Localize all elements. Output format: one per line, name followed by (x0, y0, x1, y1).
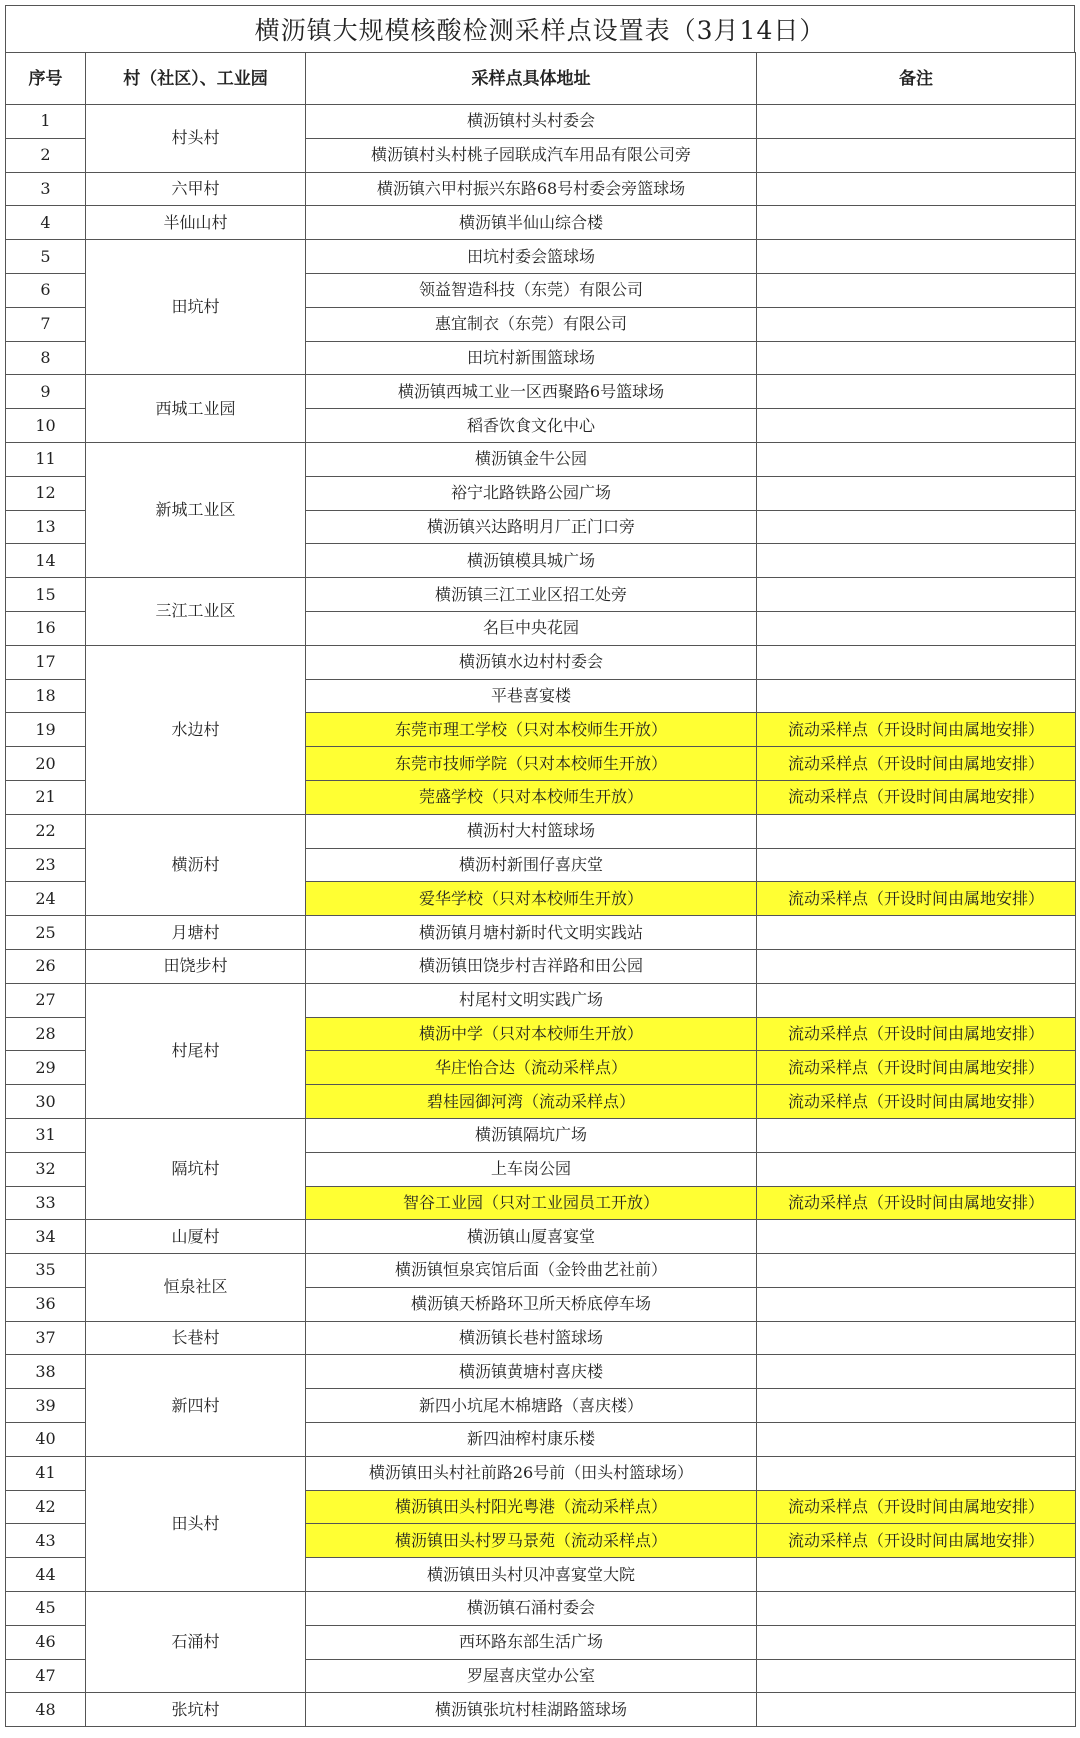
village-cell: 三江工业区 (86, 578, 306, 646)
row-index: 3 (6, 172, 86, 206)
table-row (6, 814, 1076, 848)
address-cell: 惠宜制衣（东莞）有限公司 (306, 307, 757, 341)
row-index: 22 (6, 814, 86, 848)
table-row (6, 1355, 1076, 1389)
village-cell: 田饶步村 (86, 949, 306, 983)
village-cell: 半仙山村 (86, 206, 306, 240)
address-cell: 横沥镇恒泉宾馆后面（金铃曲艺社前） (306, 1254, 757, 1288)
address-cell: 横沥镇水边村村委会 (306, 645, 757, 679)
row-index: 23 (6, 848, 86, 882)
village-cell: 山厦村 (86, 1220, 306, 1254)
note-cell (757, 240, 1076, 274)
table-row (6, 105, 1076, 139)
village-cell: 横沥村 (86, 814, 306, 915)
note-cell (757, 1693, 1076, 1727)
row-index: 17 (6, 645, 86, 679)
address-cell: 横沥镇村头村桃子园联成汽车用品有限公司旁 (306, 138, 757, 172)
address-cell: 横沥镇山厦喜宴堂 (306, 1220, 757, 1254)
note-cell: 流动采样点（开设时间由属地安排） (757, 1051, 1076, 1085)
address-cell: 横沥镇模具城广场 (306, 544, 757, 578)
note-cell (757, 679, 1076, 713)
address-cell: 东莞市理工学校（只对本校师生开放） (306, 713, 757, 747)
address-cell: 横沥镇石涌村委会 (306, 1592, 757, 1626)
address-cell: 横沥镇隔坑广场 (306, 1118, 757, 1152)
row-index: 39 (6, 1389, 86, 1423)
table-body (6, 105, 1076, 1727)
note-cell (757, 138, 1076, 172)
row-index: 20 (6, 747, 86, 781)
note-cell (757, 1456, 1076, 1490)
address-cell: 横沥中学（只对本校师生开放） (306, 1017, 757, 1051)
row-index: 13 (6, 510, 86, 544)
address-cell: 横沥镇半仙山综合楼 (306, 206, 757, 240)
note-cell: 流动采样点（开设时间由属地安排） (757, 713, 1076, 747)
address-cell: 横沥镇天桥路环卫所天桥底停车场 (306, 1287, 757, 1321)
row-index: 25 (6, 916, 86, 950)
note-cell (757, 814, 1076, 848)
note-cell (757, 1287, 1076, 1321)
address-cell: 横沥村大村篮球场 (306, 814, 757, 848)
note-cell (757, 1558, 1076, 1592)
address-cell: 碧桂园御河湾（流动采样点） (306, 1085, 757, 1119)
note-cell (757, 916, 1076, 950)
note-cell: 流动采样点（开设时间由属地安排） (757, 1524, 1076, 1558)
row-index: 16 (6, 611, 86, 645)
note-cell (757, 307, 1076, 341)
note-cell (757, 409, 1076, 443)
note-cell (757, 1220, 1076, 1254)
row-index: 6 (6, 273, 86, 307)
row-index: 42 (6, 1490, 86, 1524)
address-cell: 智谷工业园（只对工业园员工开放） (306, 1186, 757, 1220)
address-cell: 横沥镇长巷村篮球场 (306, 1321, 757, 1355)
table-row (6, 172, 1076, 206)
row-index: 46 (6, 1625, 86, 1659)
table-title: 横沥镇大规模核酸检测采样点设置表（3月14日） (5, 5, 1075, 52)
table-row (6, 1118, 1076, 1152)
note-cell: 流动采样点（开设时间由属地安排） (757, 1186, 1076, 1220)
table-row (6, 578, 1076, 612)
row-index: 8 (6, 341, 86, 375)
note-cell (757, 544, 1076, 578)
row-index: 34 (6, 1220, 86, 1254)
row-index: 24 (6, 882, 86, 916)
table-row (6, 375, 1076, 409)
table-row (6, 240, 1076, 274)
village-cell: 田头村 (86, 1456, 306, 1591)
note-cell (757, 611, 1076, 645)
village-cell: 石涌村 (86, 1592, 306, 1693)
row-index: 30 (6, 1085, 86, 1119)
address-cell: 田坑村委会篮球场 (306, 240, 757, 274)
row-index: 32 (6, 1152, 86, 1186)
address-cell: 横沥镇田头村贝冲喜宴堂大院 (306, 1558, 757, 1592)
village-cell: 月塘村 (86, 916, 306, 950)
table-row (6, 983, 1076, 1017)
note-cell (757, 983, 1076, 1017)
address-cell: 西环路东部生活广场 (306, 1625, 757, 1659)
header-village: 村（社区）、工业园 (86, 53, 306, 105)
row-index: 18 (6, 679, 86, 713)
note-cell (757, 645, 1076, 679)
note-cell (757, 206, 1076, 240)
village-cell: 田坑村 (86, 240, 306, 375)
header-address: 采样点具体地址 (306, 53, 757, 105)
row-index: 21 (6, 780, 86, 814)
address-cell: 新四油榨村康乐楼 (306, 1423, 757, 1457)
header-index: 序号 (6, 53, 86, 105)
address-cell: 平巷喜宴楼 (306, 679, 757, 713)
table-row (6, 206, 1076, 240)
address-cell: 莞盛学校（只对本校师生开放） (306, 780, 757, 814)
address-cell: 横沥镇田头村罗马景苑（流动采样点） (306, 1524, 757, 1558)
address-cell: 横沥镇田头村社前路26号前（田头村篮球场） (306, 1456, 757, 1490)
village-cell: 恒泉社区 (86, 1254, 306, 1322)
note-cell (757, 1625, 1076, 1659)
note-cell (757, 273, 1076, 307)
address-cell: 新四小坑尾木棉塘路（喜庆楼） (306, 1389, 757, 1423)
address-cell: 横沥镇张坑村桂湖路篮球场 (306, 1693, 757, 1727)
address-cell: 横沥镇月塘村新时代文明实践站 (306, 916, 757, 950)
note-cell (757, 1389, 1076, 1423)
row-index: 48 (6, 1693, 86, 1727)
row-index: 4 (6, 206, 86, 240)
note-cell: 流动采样点（开设时间由属地安排） (757, 780, 1076, 814)
row-index: 19 (6, 713, 86, 747)
row-index: 35 (6, 1254, 86, 1288)
row-index: 45 (6, 1592, 86, 1626)
table-row (6, 1254, 1076, 1288)
note-cell (757, 105, 1076, 139)
row-index: 28 (6, 1017, 86, 1051)
address-cell: 横沥镇三江工业区招工处旁 (306, 578, 757, 612)
address-cell: 横沥镇村头村委会 (306, 105, 757, 139)
note-cell (757, 1659, 1076, 1693)
row-index: 33 (6, 1186, 86, 1220)
sampling-sites-table (5, 5, 1075, 1727)
row-index: 37 (6, 1321, 86, 1355)
row-index: 2 (6, 138, 86, 172)
row-index: 40 (6, 1423, 86, 1457)
row-index: 15 (6, 578, 86, 612)
row-index: 47 (6, 1659, 86, 1693)
address-cell: 横沥镇金牛公园 (306, 442, 757, 476)
note-cell (757, 442, 1076, 476)
address-cell: 上车岗公园 (306, 1152, 757, 1186)
header-note: 备注 (757, 53, 1076, 105)
address-cell: 爱华学校（只对本校师生开放） (306, 882, 757, 916)
row-index: 43 (6, 1524, 86, 1558)
row-index: 7 (6, 307, 86, 341)
address-cell: 名巨中央花园 (306, 611, 757, 645)
address-cell: 横沥镇田头村阳光粤港（流动采样点） (306, 1490, 757, 1524)
row-index: 36 (6, 1287, 86, 1321)
table-row (6, 645, 1076, 679)
table-row (6, 442, 1076, 476)
address-cell: 横沥镇兴达路明月厂正门口旁 (306, 510, 757, 544)
address-cell: 裕宁北路铁路公园广场 (306, 476, 757, 510)
note-cell (757, 1152, 1076, 1186)
note-cell (757, 1118, 1076, 1152)
row-index: 29 (6, 1051, 86, 1085)
note-cell (757, 949, 1076, 983)
address-cell: 华庄怡合达（流动采样点） (306, 1051, 757, 1085)
note-cell: 流动采样点（开设时间由属地安排） (757, 1490, 1076, 1524)
row-index: 41 (6, 1456, 86, 1490)
row-index: 31 (6, 1118, 86, 1152)
village-cell: 张坑村 (86, 1693, 306, 1727)
address-cell: 横沥镇黄塘村喜庆楼 (306, 1355, 757, 1389)
row-index: 14 (6, 544, 86, 578)
address-cell: 横沥镇六甲村振兴东路68号村委会旁篮球场 (306, 172, 757, 206)
note-cell (757, 1355, 1076, 1389)
note-cell (757, 510, 1076, 544)
village-cell: 隔坑村 (86, 1118, 306, 1219)
table-row (6, 949, 1076, 983)
address-cell: 稻香饮食文化中心 (306, 409, 757, 443)
note-cell: 流动采样点（开设时间由属地安排） (757, 1017, 1076, 1051)
note-cell: 流动采样点（开设时间由属地安排） (757, 1085, 1076, 1119)
row-index: 11 (6, 442, 86, 476)
note-cell (757, 172, 1076, 206)
table-row (6, 1321, 1076, 1355)
note-cell (757, 1592, 1076, 1626)
note-cell: 流动采样点（开设时间由属地安排） (757, 747, 1076, 781)
row-index: 1 (6, 105, 86, 139)
row-index: 38 (6, 1355, 86, 1389)
address-cell: 村尾村文明实践广场 (306, 983, 757, 1017)
note-cell (757, 375, 1076, 409)
village-cell: 村尾村 (86, 983, 306, 1118)
note-cell (757, 1254, 1076, 1288)
row-index: 26 (6, 949, 86, 983)
note-cell (757, 341, 1076, 375)
table-row (6, 1220, 1076, 1254)
note-cell: 流动采样点（开设时间由属地安排） (757, 882, 1076, 916)
row-index: 10 (6, 409, 86, 443)
address-cell: 横沥镇田饶步村吉祥路和田公园 (306, 949, 757, 983)
table-row (6, 916, 1076, 950)
note-cell (757, 476, 1076, 510)
data-table (5, 52, 1076, 1727)
table-row (6, 1592, 1076, 1626)
header-row (6, 53, 1076, 105)
note-cell (757, 1321, 1076, 1355)
address-cell: 东莞市技师学院（只对本校师生开放） (306, 747, 757, 781)
address-cell: 田坑村新围篮球场 (306, 341, 757, 375)
table-row (6, 1456, 1076, 1490)
village-cell: 新四村 (86, 1355, 306, 1456)
address-cell: 横沥村新围仔喜庆堂 (306, 848, 757, 882)
row-index: 9 (6, 375, 86, 409)
village-cell: 新城工业区 (86, 442, 306, 577)
row-index: 44 (6, 1558, 86, 1592)
row-index: 27 (6, 983, 86, 1017)
village-cell: 六甲村 (86, 172, 306, 206)
row-index: 5 (6, 240, 86, 274)
table-row (6, 1693, 1076, 1727)
row-index: 12 (6, 476, 86, 510)
note-cell (757, 1423, 1076, 1457)
note-cell (757, 578, 1076, 612)
village-cell: 村头村 (86, 105, 306, 173)
address-cell: 领益智造科技（东莞）有限公司 (306, 273, 757, 307)
village-cell: 西城工业园 (86, 375, 306, 443)
address-cell: 横沥镇西城工业一区西聚路6号篮球场 (306, 375, 757, 409)
note-cell (757, 848, 1076, 882)
village-cell: 水边村 (86, 645, 306, 814)
address-cell: 罗屋喜庆堂办公室 (306, 1659, 757, 1693)
village-cell: 长巷村 (86, 1321, 306, 1355)
